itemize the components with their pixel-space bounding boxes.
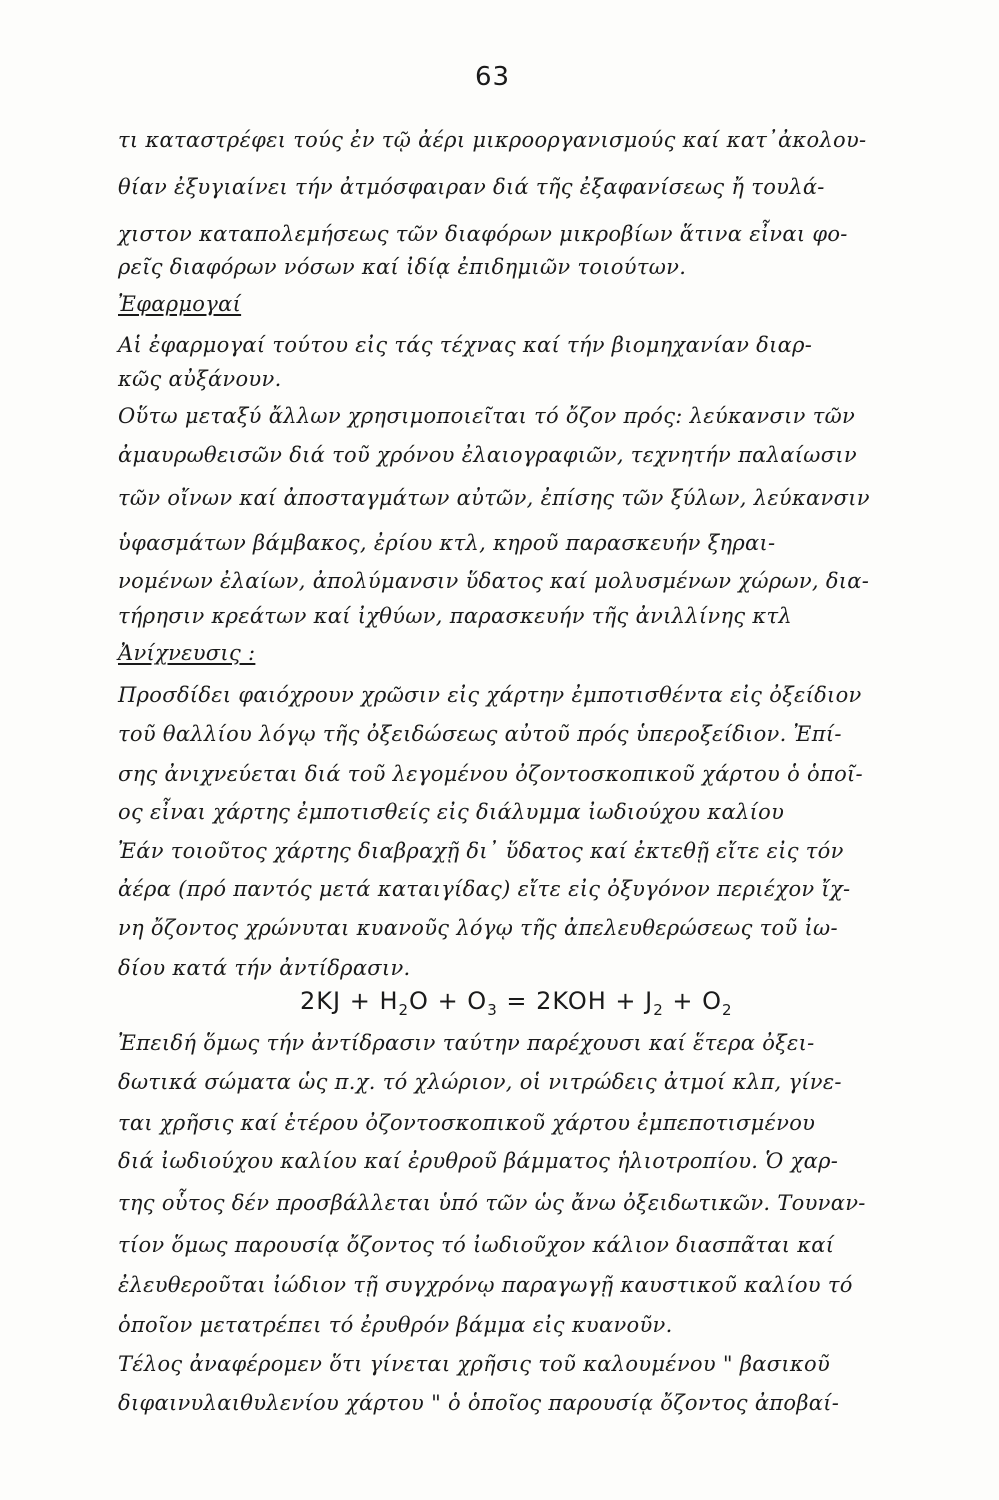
section-heading-applications: Ἐφαρμογαί [118, 292, 242, 316]
text-line: διφαινυλαιθυλενίου χάρτου " ὁ ὁποῖος παρουσίᾳ ὄζοντος ἀποβαί- [118, 1391, 840, 1415]
equation-subscript: 3 [487, 1000, 498, 1019]
text-line: τι καταστρέφει τούς ἐν τῷ ἀέρι μικροοργανισμούς καί κατ᾽ἀκολου- [118, 128, 867, 152]
equation-subscript: 2 [653, 1000, 664, 1019]
text-line: ται χρῆσις καί ἑτέρου ὀζοντοσκοπικοῦ χάρτου ἐμπεποτισμένου [118, 1111, 816, 1135]
text-line: Ἐάν τοιοῦτος χάρτης διαβραχῇ δι᾽ ὕδατος καί ἐκτεθῇ εἴτε εἰς τόν [118, 839, 844, 863]
equation-part: + O [663, 987, 723, 1015]
equation-part: 2KJ + H [300, 987, 399, 1015]
text-line: κῶς αὐξάνουν. [118, 367, 282, 391]
text-line: Τέλος ἀναφέρομεν ὅτι γίνεται χρῆσις τοῦ καλουμένου " βασικοῦ [118, 1352, 831, 1376]
text-line: τοῦ θαλλίου λόγῳ τῆς ὀξειδώσεως αὐτοῦ πρός ὑπεροξείδιον. Ἐπί- [118, 722, 842, 746]
text-line: ρεῖς διαφόρων νόσων καί ἰδίᾳ ἐπιδημιῶν τοιούτων. [118, 255, 687, 279]
text-line: χιστον καταπολεμήσεως τῶν διαφόρων μικροβίων ἅτινα εἶναι φο- [118, 222, 848, 246]
text-line: Οὕτω μεταξύ ἄλλων χρησιμοποιεῖται τό ὄζον πρός: λεύκανσιν τῶν [118, 404, 856, 428]
text-line: νη ὄζοντος χρώνυται κυανοῦς λόγῳ τῆς ἀπελευθερώσεως τοῦ ἰω- [118, 916, 838, 940]
text-line: δωτικά σώματα ὡς π.χ. τό χλώριον, οἱ νιτρώδεις ἀτμοί κλπ, γίνε- [118, 1070, 842, 1094]
text-line: ὑφασμάτων βάμβακος, ἐρίου κτλ, κηροῦ παρασκευήν ξηραι- [118, 531, 776, 555]
text-line: Ἐπειδή ὅμως τήν ἀντίδρασιν ταύτην παρέχουσι καί ἕτερα ὀξει- [118, 1031, 815, 1055]
text-line: ἀμαυρωθεισῶν διά τοῦ χρόνου ἐλαιογραφιῶν, τεχνητήν παλαίωσιν [118, 443, 857, 467]
page-number: 63 [475, 62, 511, 92]
text-line: Αἱ ἐφαρμογαί τούτου εἰς τάς τέχνας καί τήν βιομηχανίαν διαρ- [118, 333, 813, 357]
text-line: ος εἶναι χάρτης ἐμποτισθείς εἰς διάλυμμα ἰωδιούχου καλίου [118, 800, 785, 824]
section-heading-detection: Ἀνίχνευσις : [118, 641, 256, 665]
text-line: τήρησιν κρεάτων καί ἰχθύων, παρασκευήν τῆς ἀνιλλίνης κτλ [118, 604, 792, 628]
text-line: τῶν οἴνων καί ἀποσταγμάτων αὐτῶν, ἐπίσης τῶν ξύλων, λεύκανσιν [118, 486, 870, 510]
text-line: Προσδίδει φαιόχρουν χρῶσιν εἰς χάρτην ἐμποτισθέντα εἰς ὀξείδιον [118, 683, 862, 707]
equation-part: = 2KOH + J [497, 987, 654, 1015]
text-line: δίου κατά τήν ἀντίδρασιν. [118, 956, 411, 980]
text-line: ἀέρα (πρό παντός μετά καταιγίδας) εἴτε εἰς ὀξυγόνον περιέχον ἴχ- [118, 877, 851, 901]
text-line: ἐλευθεροῦται ἰώδιον τῇ συγχρόνῳ παραγωγῇ καυστικοῦ καλίου τό [118, 1273, 853, 1297]
equation-subscript: 2 [722, 1000, 733, 1019]
text-line: σης ἀνιχνεύεται διά τοῦ λεγομένου ὀζοντοσκοπικοῦ χάρτου ὁ ὁποῖ- [118, 762, 863, 786]
text-line: τίον ὅμως παρουσίᾳ ὄζοντος τό ἰωδιοῦχον κάλιον διασπᾶται καί [118, 1233, 835, 1257]
text-line: της οὗτος δέν προσβάλλεται ὑπό τῶν ὡς ἄνω ὀξειδωτικῶν. Τουναν- [118, 1191, 866, 1215]
text-line: διά ἰωδιούχου καλίου καί ἐρυθροῦ βάμματος ἡλιοτροπίου. Ὁ χαρ- [118, 1149, 839, 1173]
text-line: θίαν ἐξυγιαίνει τήν ἀτμόσφαιραν διά τῆς ἐξαφανίσεως ἤ τουλά- [118, 175, 825, 199]
chemical-equation [300, 987, 733, 1019]
equation-subscript: 2 [398, 1000, 410, 1019]
text-line: νομένων ἐλαίων, ἀπολύμανσιν ὕδατος καί μολυσμένων χώρων, δια- [118, 569, 870, 593]
text-line: ὁποῖον μετατρέπει τό ἐρυθρόν βάμμα εἰς κυανοῦν. [118, 1313, 673, 1337]
equation-part: O + O [409, 987, 488, 1015]
